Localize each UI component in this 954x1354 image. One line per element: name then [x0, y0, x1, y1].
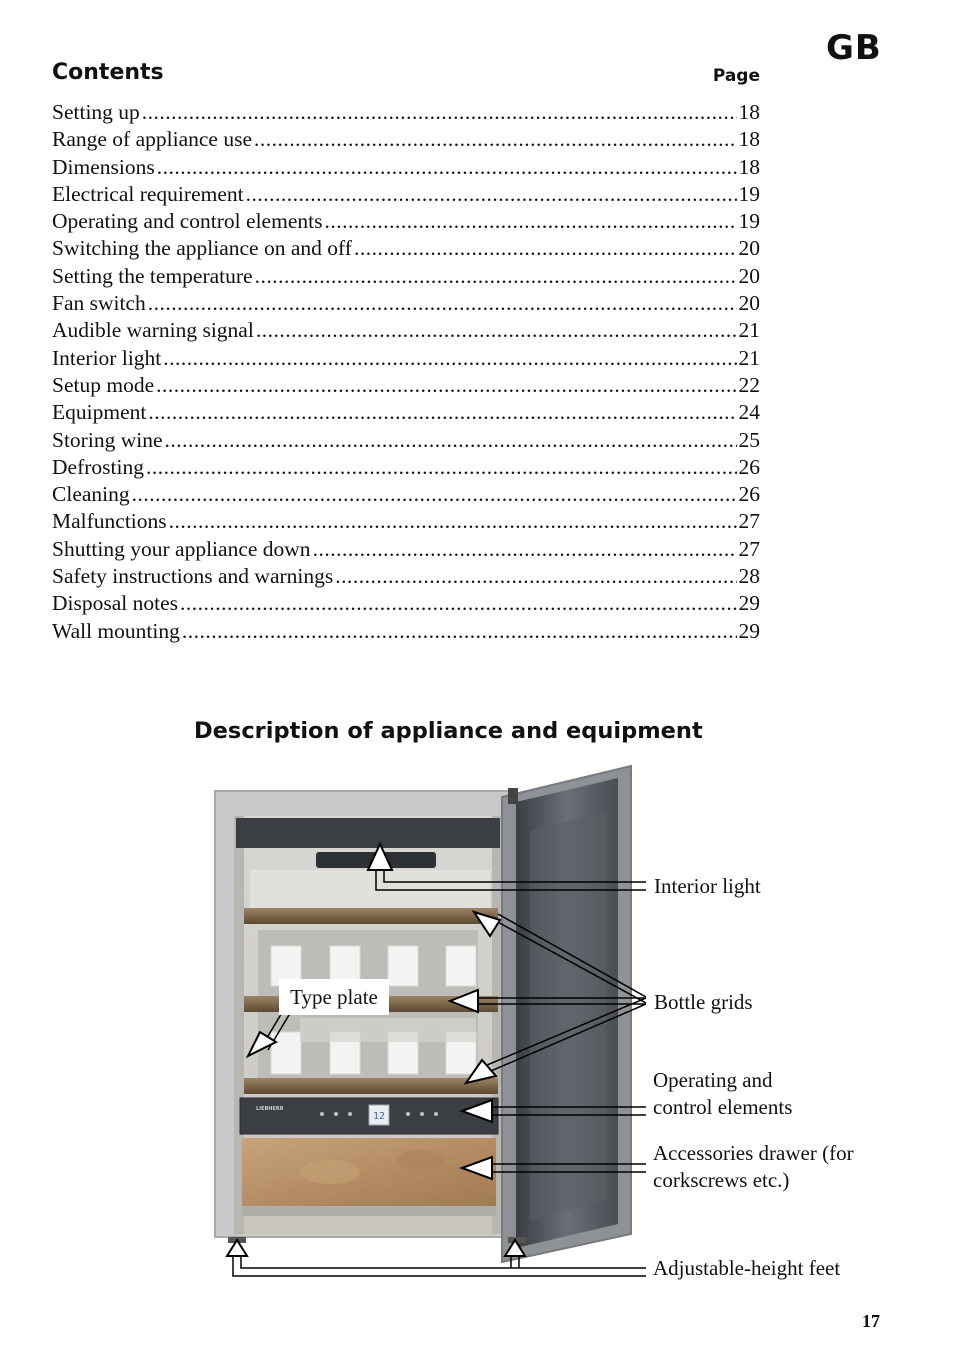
toc-entry-page: 29 [738, 591, 760, 616]
accessories-drawer [242, 1138, 496, 1206]
toc-entry-label: Electrical requirement [52, 181, 244, 206]
label-interior-light: Interior light [654, 874, 761, 898]
toc-entry-label: Malfunctions [52, 509, 167, 534]
toc-entry-page: 19 [738, 209, 760, 234]
label-drawer-line2: corkscrews etc.) [653, 1168, 790, 1192]
toc-entry-page: 20 [738, 263, 760, 288]
toc-entry-page: 29 [738, 618, 760, 643]
toc-entry-label: Wall mounting [52, 618, 180, 643]
toc-entry-label: Audible warning signal [52, 318, 254, 343]
label-adjustable-feet: Adjustable-height feet [653, 1256, 841, 1280]
toc-entry-label: Interior light [52, 345, 162, 370]
page-number: 17 [862, 1311, 880, 1331]
label-operating-line1: Operating and [653, 1068, 773, 1092]
toc-entry-label: Disposal notes [52, 591, 179, 616]
display-reading: 12 [372, 1111, 386, 1122]
toc-entry-page: 18 [738, 154, 760, 179]
interior-light-housing [236, 818, 500, 848]
brand-mark: LIEBHERR [256, 1106, 284, 1112]
toc-entry-label: Setup mode [52, 372, 155, 397]
toc-entry-label: Equipment [52, 400, 147, 425]
toc-entry-page: 20 [738, 236, 760, 261]
toc-entry-page: 27 [738, 536, 760, 561]
toc-entry-label: Operating and control elements [52, 209, 323, 234]
toc-entry-label: Fan switch [52, 291, 146, 316]
toc-entry-label: Setting up [52, 100, 140, 124]
toc-entry-label: Defrosting [52, 454, 144, 479]
toc-entry-label: Shutting your appliance down [52, 536, 311, 561]
toc-entry-label: Setting the temperature [52, 263, 253, 288]
bottle-grid-top [244, 908, 498, 924]
toc-entry-label: Switching the appliance on and off [52, 236, 352, 261]
toc-entry-label: Safety instructions and warnings [52, 564, 334, 589]
toc-entry-page: 18 [738, 100, 760, 124]
toc-entry-label: Dimensions [52, 154, 155, 179]
contents-title: Contents [52, 60, 164, 85]
toc-entry-page: 25 [738, 427, 760, 452]
description-title: Description of appliance and equipment [194, 718, 703, 744]
toc-entry-page: 19 [738, 181, 760, 206]
toc-entry-page: 26 [738, 454, 760, 479]
toc-entry-label: Cleaning [52, 482, 130, 507]
toc-entry-page: 22 [738, 372, 760, 397]
toc-entry-page: 27 [738, 509, 760, 534]
toc-entry-label: Range of appliance use [52, 127, 252, 152]
label-bottle-grids: Bottle grids [654, 990, 753, 1014]
label-drawer-line1: Accessories drawer (for [653, 1141, 854, 1165]
toc-entry-page: 26 [738, 482, 760, 507]
toc-entry-label: Storing wine [52, 427, 163, 452]
toc-entry-page: 28 [738, 564, 760, 589]
language-tag: GB [826, 28, 882, 68]
type-plate-label: Type plate [279, 979, 389, 1015]
toc-entry-page: 24 [738, 400, 760, 425]
label-operating-line2: control elements [653, 1095, 793, 1119]
toc-entry-page: 21 [738, 318, 760, 343]
toc-entry-page: 21 [738, 345, 760, 370]
bottle-grid-bottom [244, 1078, 498, 1094]
contents-page-header: Page [712, 66, 760, 86]
toc-entry-page: 20 [738, 291, 760, 316]
toc-entry-page: 18 [738, 127, 760, 152]
